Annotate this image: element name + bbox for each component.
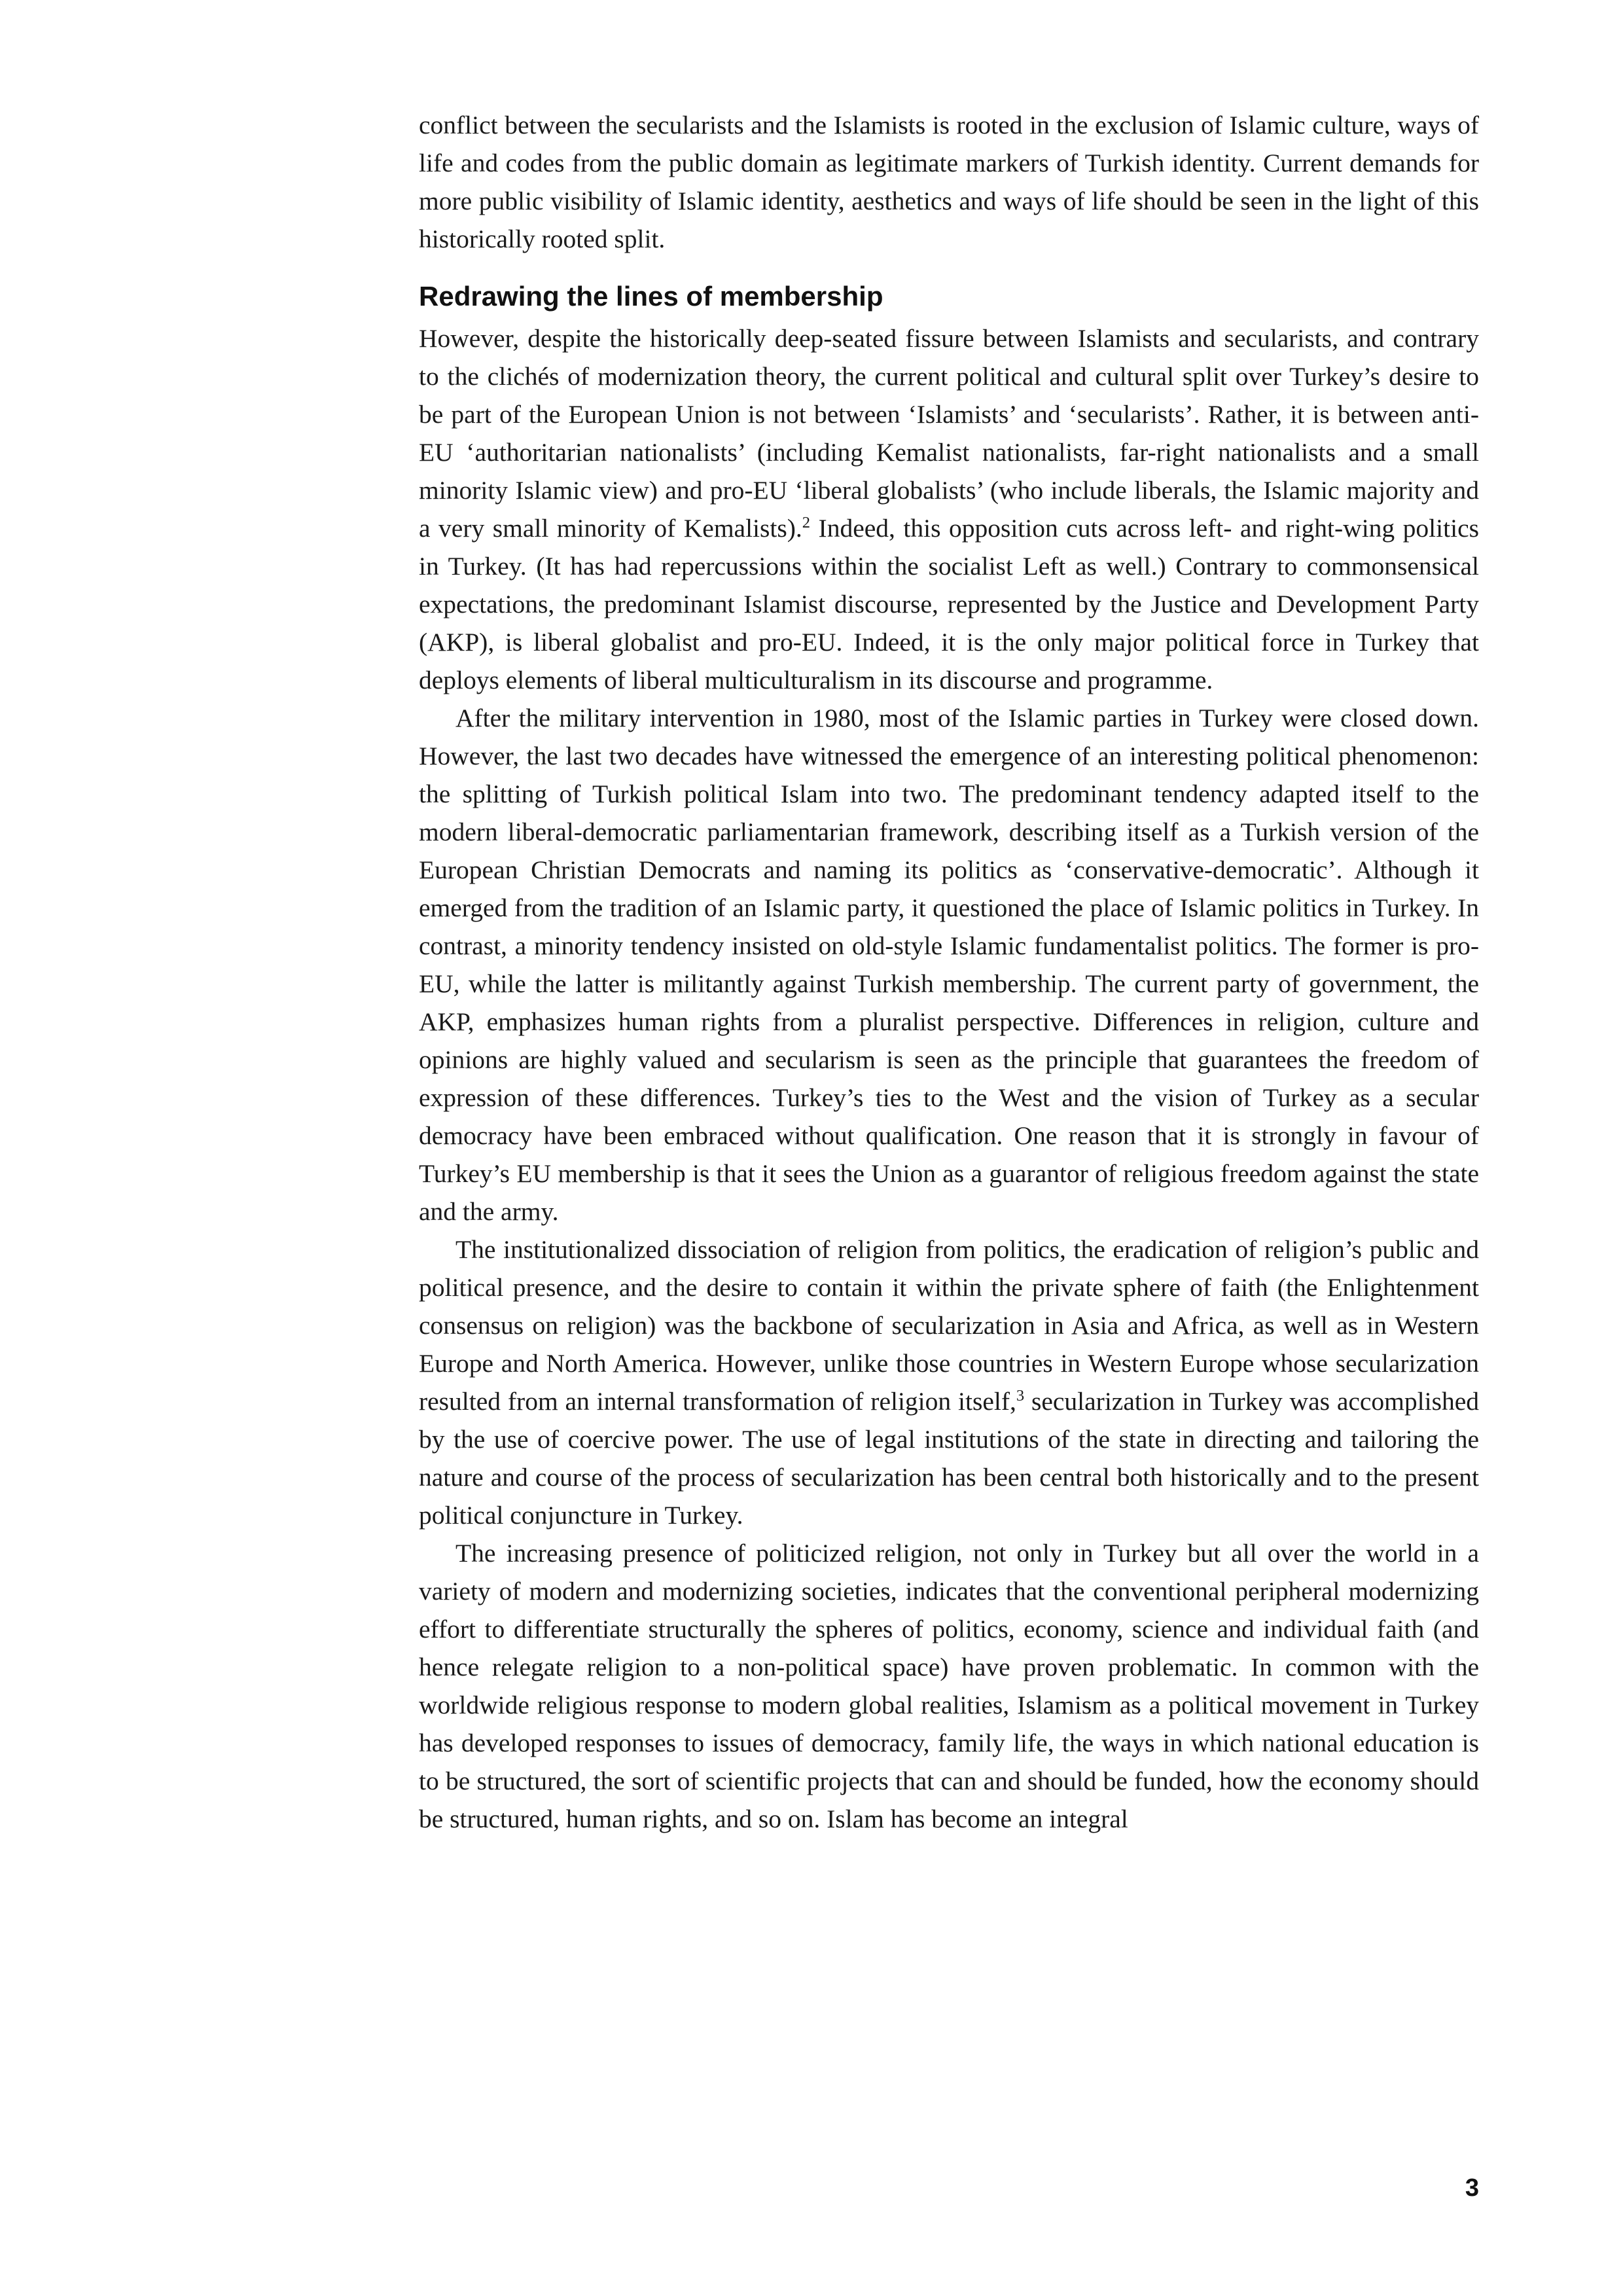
paragraph-2-part-b: Indeed, this opposition cuts across left- and right-wing politics in Turkey. (It has had repercussions within the socialist Left as well.) Contrary to commonsensical expectations, the predominant Islamist discourse, represented by the Justice and Development Party (AKP), is liberal globalist and pro-EU. Indeed, it is the only major political force in Turkey that deploys elements of liberal multiculturalism in its discourse and programme. xyxy=(419,514,1479,694)
footnote-ref-3: 3 xyxy=(1016,1386,1025,1405)
paragraph-3: After the military intervention in 1980, most of the Islamic parties in Turkey were closed down. However, the last two decades have witnessed the emergence of an interesting political phenomenon: the splitting of Turkish political Islam into two. The predominant tendency adapted itself to the modern liberal-democratic parliamentarian framework, describing itself as a Turkish version of the European Christian Democrats and naming its politics as ‘conservative-democratic’. Although it emerged from the tradition of an Islamic party, it questioned the place of Islamic politics in Turkey. In contrast, a minority tendency insisted on old-style Islamic fundamentalist politics. The former is pro-EU, while the latter is militantly against Turkish membership. The current party of government, the AKP, emphasizes human rights from a pluralist perspective. Differences in religion, culture and opinions are highly valued and secularism is seen as the principle that guarantees the freedom of expression of these differences. Turkey’s ties to the West and the vision of Turkey as a secular democracy have been embraced without qualification. One reason that it is strongly in favour of Turkey’s EU membership is that it sees the Union as a guarantor of religious freedom against the state and the army. xyxy=(419,704,1479,1226)
paragraph-2-part-a: However, despite the historically deep-seated fissure between Islamists and secularists, and contrary to the clichés of modernization theory, the current political and cultural split over Turkey’s desire to be part of the European Union is not between ‘Islamists’ and ‘secularists’. Rather, it is between anti-EU ‘authoritarian nationalists’ (including Kemalist nationalists, far-right nationalists and a small minority Islamic view) and pro-EU ‘liberal globalists’ (who include liberals, the Islamic majority and a very small minority of Kemalists). xyxy=(419,324,1479,543)
paragraph-4-part-b: secularization in Turkey was accomplished by the use of coercive power. The use of legal institutions of the state in directing and tailoring the nature and course of the process of secularization has been central both historically and to the present political conjuncture in Turkey. xyxy=(419,1387,1480,1530)
page-number: 3 xyxy=(1465,2174,1479,2202)
footnote-ref-2: 2 xyxy=(802,513,811,531)
paragraph-1: conflict between the secularists and the Islamists is rooted in the exclusion of Islamic culture, ways of life and codes from the public domain as legitimate markers of Turkish identity. Current demands for more public visibility of Islamic identity, aesthetics and ways of life should be seen in the light of this historically rooted split. xyxy=(419,111,1479,253)
main-text-column xyxy=(419,106,1479,1838)
paragraph-4-part-a: The institutionalized dissociation of religion from politics, the eradication of religion’s public and political presence, and the desire to contain it within the private sphere of faith (the Enlightenment consensus on religion) was the backbone of secularization in Asia and Africa, as well as in Western Europe and North America. However, unlike those countries in Western Europe whose secularization resulted from an internal transformation of religion itself, xyxy=(419,1235,1479,1416)
section-heading: Redrawing the lines of membership xyxy=(419,281,883,312)
paragraph-5: The increasing presence of politicized religion, not only in Turkey but all over the world in a variety of modern and modernizing societies, indicates that the conventional peripheral modernizing effort to differentiate structurally the spheres of politics, economy, science and individual faith (and hence relegate religion to a non-political space) have proven problematic. In common with the worldwide religious response to modern global realities, Islamism as a political movement in Turkey has developed responses to issues of democracy, family life, the ways in which national education is to be structured, the sort of scientific projects that can and should be funded, how the economy should be structured, human rights, and so on. Islam has become an integral xyxy=(419,1539,1479,1833)
paragraph-2 xyxy=(419,319,1479,699)
paragraph-4 xyxy=(419,1230,1479,1534)
